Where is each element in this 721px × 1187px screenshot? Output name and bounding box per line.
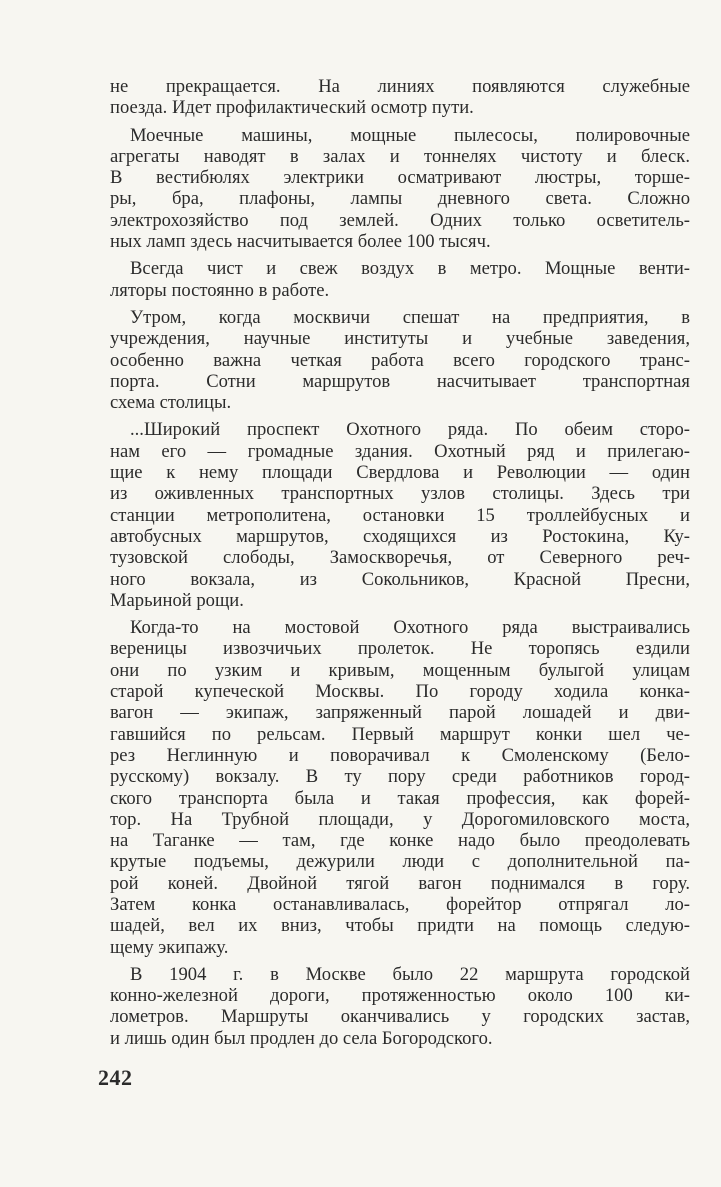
text-line: шадей, вел их вниз, чтобы придти на помощь следую- [110, 915, 690, 937]
text-line: старой купеческой Москвы. По городу ходила конка- [110, 681, 690, 703]
text-line: станции метрополитена, остановки 15 троллейбусных и [110, 504, 690, 526]
text-line: щему экипажу. [110, 936, 229, 958]
text-line: и лишь один был продлен до села Богородского. [110, 1027, 493, 1049]
paragraph-6 [110, 617, 690, 958]
text-line: щие к нему площади Свердлова и Революции — один [110, 462, 690, 484]
text-line: порта. Сотни маршрутов насчитывает транспортная [110, 370, 690, 392]
text-line: ного вокзала, из Сокольников, Красной Пресни, [110, 568, 690, 590]
text-line: гавшийся по рельсам. Первый маршрут конки шел че- [110, 723, 690, 745]
text-line: Моечные машины, мощные пылесосы, полировочные [130, 124, 690, 146]
text-line: ...Широкий проспект Охотного ряда. По обеим сторо- [130, 419, 690, 441]
text-line: ского транспорта была и такая профессия, как форей- [110, 787, 690, 809]
text-line: вереницы извозчичьих пролеток. Не торопясь ездили [110, 638, 690, 660]
text-line: Марьиной рощи. [110, 589, 244, 611]
paragraph-5 [110, 419, 690, 611]
text-line: они по узким и кривым, мощенным булыгой улицам [110, 659, 690, 681]
paragraph-4 [110, 307, 690, 413]
text-line: Утром, когда москвичи спешат на предприятия, в [130, 306, 690, 328]
paragraph-7 [110, 964, 690, 1049]
text-line: крутые подъемы, дежурили люди с дополнительной па- [110, 851, 690, 873]
text-line: тор. На Трубной площади, у Дорогомиловского моста, [110, 808, 690, 830]
paragraph-1 [110, 76, 690, 119]
text-line: ных ламп здесь насчитывается более 100 тысяч. [110, 231, 491, 253]
text-line: из оживленных транспортных узлов столицы. Здесь три [110, 483, 690, 505]
text-line: Всегда чист и свеж воздух в метро. Мощные венти- [130, 258, 690, 280]
page-number: 242 [98, 1065, 133, 1090]
text-line: не прекращается. На линиях появляются служебные [110, 76, 690, 97]
text-line: нам его — громадные здания. Охотный ряд и прилегаю- [110, 440, 690, 462]
text-line: ляторы постоянно в работе. [110, 279, 330, 301]
text-line: вагон — экипаж, запряженный парой лошадей и дви- [110, 702, 690, 724]
text-line: русскому) вокзалу. В ту пору среди работников город- [110, 766, 690, 788]
text-line: учреждения, научные институты и учебные заведения, [110, 328, 690, 350]
text-column [110, 76, 690, 1049]
text-line: рой коней. Двойной тягой вагон поднимался в гору. [110, 872, 690, 894]
text-line: ры, бра, плафоны, лампы дневного света. Сложно [110, 188, 690, 210]
text-line: особенно важна четкая работа всего городского транс- [110, 349, 690, 371]
text-line: В 1904 г. в Москве было 22 маршрута городской [130, 963, 690, 985]
text-line: автобусных маршрутов, сходящихся из Ростокина, Ку- [110, 525, 690, 547]
text-line: конно-железной дороги, протяженностью около 100 ки- [110, 985, 690, 1007]
text-line: рез Неглинную и поворачивал к Смоленскому (Бело- [110, 744, 690, 766]
text-line: Когда-то на мостовой Охотного ряда выстраивались [130, 617, 690, 639]
text-line: лометров. Маршруты оканчивались у городских застав, [110, 1006, 690, 1028]
paragraph-3 [110, 258, 690, 301]
text-line: агрегаты наводят в залах и тоннелях чистоту и блеск. [110, 145, 690, 167]
text-line: Затем конка останавливалась, форейтор отпрягал ло- [110, 893, 690, 915]
text-line: тузовской слободы, Замоскворечья, от Северного реч- [110, 547, 690, 569]
text-line: на Таганке — там, где конке надо было преодолевать [110, 830, 690, 852]
text-line: поезда. Идет профилактический осмотр пути. [110, 97, 474, 119]
text-line: электрохозяйство под землей. Одних только осветитель- [110, 209, 690, 231]
paragraph-2 [110, 125, 690, 253]
text-line: В вестибюлях электрики осматривают люстры, торше- [110, 167, 690, 189]
text-line: схема столицы. [110, 392, 232, 414]
